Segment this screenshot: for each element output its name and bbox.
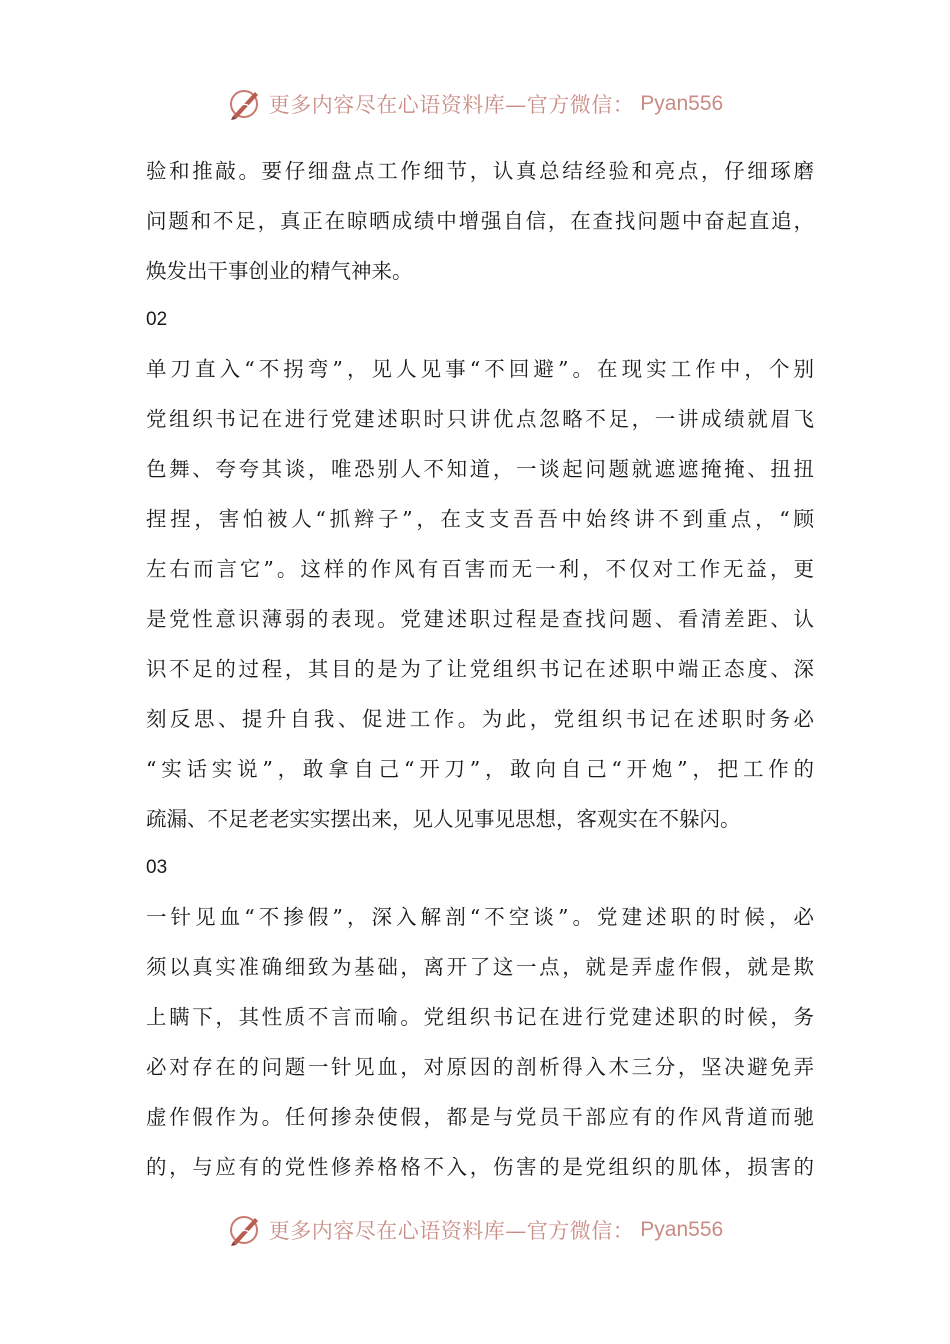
section-number-03: 03 [146,857,168,878]
watermark-text: 更多内容尽在心语资料库—官方微信： [268,1219,635,1243]
watermark-wechat-id: Pyan556 [640,92,724,115]
text-line: 识不足的过程，其目的是为了让党组织书记在述职中端正态度、深 [146,657,814,681]
footer-watermark [0,1210,950,1250]
paragraph-2 [146,344,814,844]
paragraph-1 [146,146,814,296]
text-line: 验和推敲。要仔细盘点工作细节，认真总结经验和亮点，仔细琢磨 [146,159,814,183]
header-watermark [0,84,950,124]
text-line: 必对存在的问题一针见血，对原因的剖析得入木三分，坚决避免弄 [146,1055,814,1079]
pen-logo-icon [227,1212,263,1248]
text-line: 疏漏、不足老老实实摆出来，见人见事见思想，客观实在不躲闪。 [146,807,741,831]
pen-logo-icon [227,86,263,122]
document-body [146,146,814,1192]
text-line: “实话实说”，敢拿自己“开刀”，敢向自己“开炮”，把工作的 [146,757,814,781]
text-line: 焕发出干事创业的精气神来。 [146,259,413,283]
text-line: 虚作假作为。任何掺杂使假，都是与党员干部应有的作风背道而驰 [146,1105,814,1129]
section-number-02: 02 [146,309,168,330]
paragraph-3 [146,892,814,1192]
text-line: 捏捏，害怕被人“抓辫子”，在支支吾吾中始终讲不到重点，“顾 [146,507,814,531]
watermark-wechat-id: Pyan556 [640,1218,724,1241]
text-line: 是党性意识薄弱的表现。党建述职过程是查找问题、看清差距、认 [146,607,814,631]
text-line: 的，与应有的党性修养格格不入，伤害的是党组织的肌体，损害的 [146,1155,814,1179]
text-line: 一针见血“不掺假”，深入解剖“不空谈”。党建述职的时候，必 [146,905,814,929]
watermark-text: 更多内容尽在心语资料库—官方微信： [268,93,635,117]
text-line: 上瞒下，其性质不言而喻。党组织书记在进行党建述职的时候，务 [146,1005,814,1029]
text-line: 刻反思、提升自我、促进工作。为此，党组织书记在述职时务必 [146,707,814,731]
text-line: 问题和不足，真正在晾晒成绩中增强自信，在查找问题中奋起直追， [146,209,814,233]
text-line: 色舞、夸夸其谈，唯恐别人不知道，一谈起问题就遮遮掩掩、扭扭 [146,457,814,481]
text-line: 单刀直入“不拐弯”，见人见事“不回避”。在现实工作中，个别 [146,357,814,381]
text-line: 党组织书记在进行党建述职时只讲优点忽略不足，一讲成绩就眉飞 [146,407,814,431]
text-line: 左右而言它”。这样的作风有百害而无一利，不仅对工作无益，更 [146,557,814,581]
text-line: 须以真实准确细致为基础，离开了这一点，就是弄虚作假，就是欺 [146,955,814,979]
